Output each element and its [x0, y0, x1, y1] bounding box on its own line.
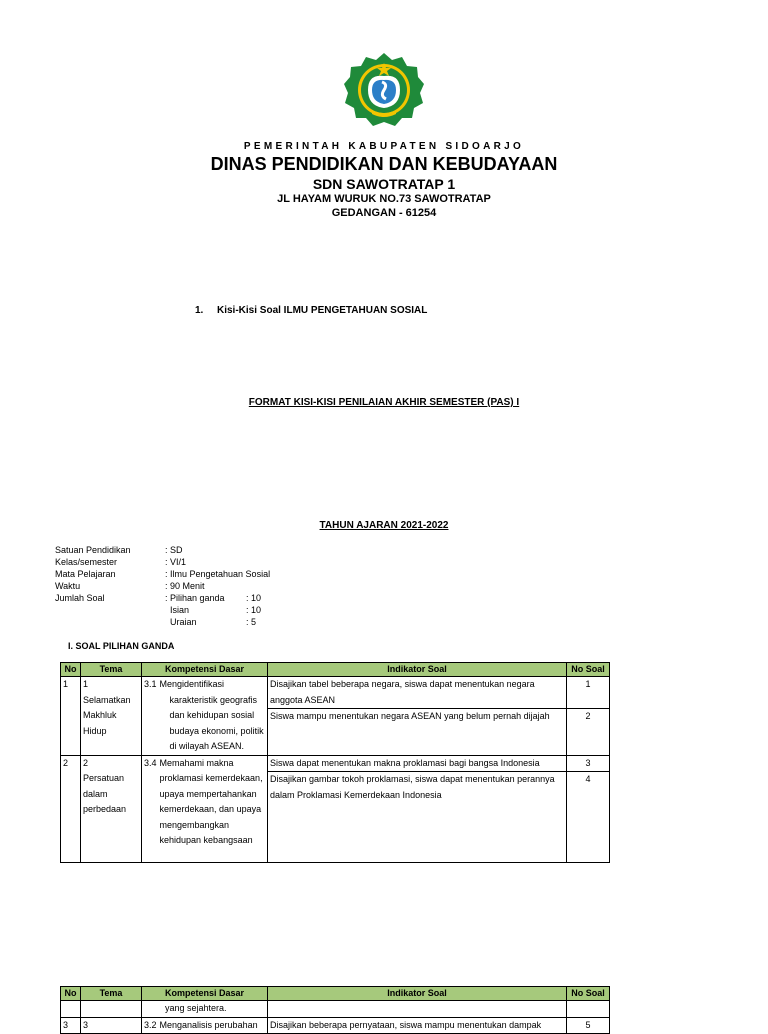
section-pilihan-ganda: I. SOAL PILIHAN GANDA: [68, 641, 175, 651]
kd-number: 3.4: [144, 757, 157, 768]
row-no: 2: [61, 755, 81, 863]
indikator-cell: Disajikan tabel beberapa negara, siswa dapat menentukan negara anggota ASEAN: [268, 677, 567, 709]
tema-number: 2: [83, 757, 89, 768]
office-title: DINAS PENDIDIKAN DAN KEBUDAYAAN: [210, 154, 558, 174]
pg-value: : 10: [246, 593, 262, 603]
table-row: [61, 1001, 610, 1018]
government-title: PEMERINTAH KABUPATEN SIDOARJO: [243, 141, 525, 152]
uraian-value: : 5: [246, 617, 257, 627]
format-title: FORMAT KISI-KISI PENILAIAN AKHIR SEMESTER (PAS) I: [248, 397, 520, 408]
waktu-value: : 90 Menit: [165, 581, 205, 591]
satuan-label: Satuan Pendidikan: [55, 545, 131, 555]
indikator-cell: Siswa dapat menentukan makna proklamasi bagi bangsa Indonesia: [268, 755, 567, 772]
table-header-row: [61, 663, 610, 677]
kisi-table-page1: [60, 662, 610, 863]
row-kompetensi: [142, 677, 268, 756]
row-no: [61, 1001, 81, 1018]
header-kompetensi: Kompetensi Dasar: [142, 987, 268, 1001]
no-soal-cell: [567, 1001, 610, 1018]
jumlah-label: Jumlah Soal: [55, 593, 105, 603]
header-indikator: Indikator Soal: [268, 663, 567, 677]
row-no: 3: [61, 1017, 81, 1034]
row-tema: [81, 1001, 142, 1018]
satuan-value: : SD: [165, 545, 183, 555]
kd-number: 3.1: [144, 679, 157, 689]
count-values: [246, 592, 261, 628]
tema-line: Hidup: [83, 725, 107, 736]
indikator-cell: Disajikan beberapa pernyataan, siswa mampu menentukan dampak: [268, 1017, 567, 1034]
header-no-soal: No Soal: [567, 663, 610, 677]
waktu-label: Waktu: [55, 581, 81, 591]
header-no: No: [61, 663, 81, 677]
indikator-cell: [268, 1001, 567, 1018]
isian-value: : 10: [246, 605, 262, 615]
no-soal-cell: 2: [567, 709, 610, 756]
row-tema: [81, 677, 142, 756]
indikator-cell: Siswa mampu menentukan negara ASEAN yang belum pernah dijajah: [268, 709, 567, 756]
table-row: [61, 1017, 610, 1034]
mapel-value: : Ilmu Pengetahuan Sosial: [165, 569, 271, 579]
row-tema: 3: [81, 1017, 142, 1034]
kd-number: 3.2: [144, 1019, 157, 1030]
header-no-soal: No Soal: [567, 987, 610, 1001]
district-emblem-logo: [344, 52, 424, 128]
header-no: No: [61, 987, 81, 1001]
indikator-cell: Disajikan gambar tokoh proklamasi, siswa dapat menentukan perannya dalam Proklamasi Kemerdekaan Indonesia: [268, 772, 567, 863]
tema-line: Selamatkan: [83, 694, 131, 705]
mapel-label: Mata Pelajaran: [55, 569, 116, 579]
tema-line: perbedaan: [83, 804, 127, 814]
no-soal-cell: 5: [567, 1017, 610, 1034]
table-row: [61, 755, 610, 772]
table-header-row: [61, 987, 610, 1001]
isian-uraian-labels: [170, 604, 197, 628]
header-tema: Tema: [81, 663, 142, 677]
tema-line: Persatuan: [83, 773, 125, 783]
school-address: JL HAYAM WURUK NO.73 SAWOTRATAP: [277, 193, 491, 205]
row-kompetensi: [142, 1017, 268, 1034]
uraian-label: Uraian: [170, 617, 197, 627]
kelas-label: Kelas/semester: [55, 557, 118, 567]
tema-line: dalam: [83, 788, 108, 799]
school-city: GEDANGAN - 61254: [331, 207, 437, 219]
academic-year: TAHUN AJARAN 2021-2022: [319, 520, 449, 531]
no-soal-cell: 4: [567, 772, 610, 863]
kd-text: Mengidentifikasi karakteristik geografis dan kehidupan sosial budaya ekonomi, politik di wilayah ASEAN.: [159, 679, 264, 751]
table-row: [61, 677, 610, 709]
kd-continuation: yang sejahtera.: [142, 1001, 268, 1018]
section-number: 1.: [195, 305, 204, 316]
row-tema: [81, 755, 142, 863]
row-no: 1: [61, 677, 81, 756]
header-indikator: Indikator Soal: [268, 987, 567, 1001]
header-kompetensi: Kompetensi Dasar: [142, 663, 268, 677]
no-soal-cell: 3: [567, 755, 610, 772]
kd-text: Menganalisis perubahan: [159, 1019, 258, 1030]
isian-label: Isian: [170, 605, 190, 615]
info-labels: [55, 544, 131, 604]
tema-number: 1: [83, 679, 89, 689]
row-kompetensi: [142, 755, 268, 863]
section-title: Kisi-Kisi Soal ILMU PENGETAHUAN SOSIAL: [217, 305, 428, 316]
kisi-table-page2: [60, 986, 610, 1034]
tema-line: Makhluk: [83, 710, 117, 720]
school-name: SDN SAWOTRATAP 1: [312, 176, 456, 192]
no-soal-cell: 1: [567, 677, 610, 709]
kelas-value: : VI/1: [165, 557, 187, 567]
header-tema: Tema: [81, 987, 142, 1001]
kd-text: Memahami makna proklamasi kemerdekaan, upaya mempertahankan kemerdekaan, dan upaya mengembangkan kehidupan kebangsaan: [159, 757, 263, 845]
pg-label: : Pilihan ganda: [165, 593, 225, 603]
